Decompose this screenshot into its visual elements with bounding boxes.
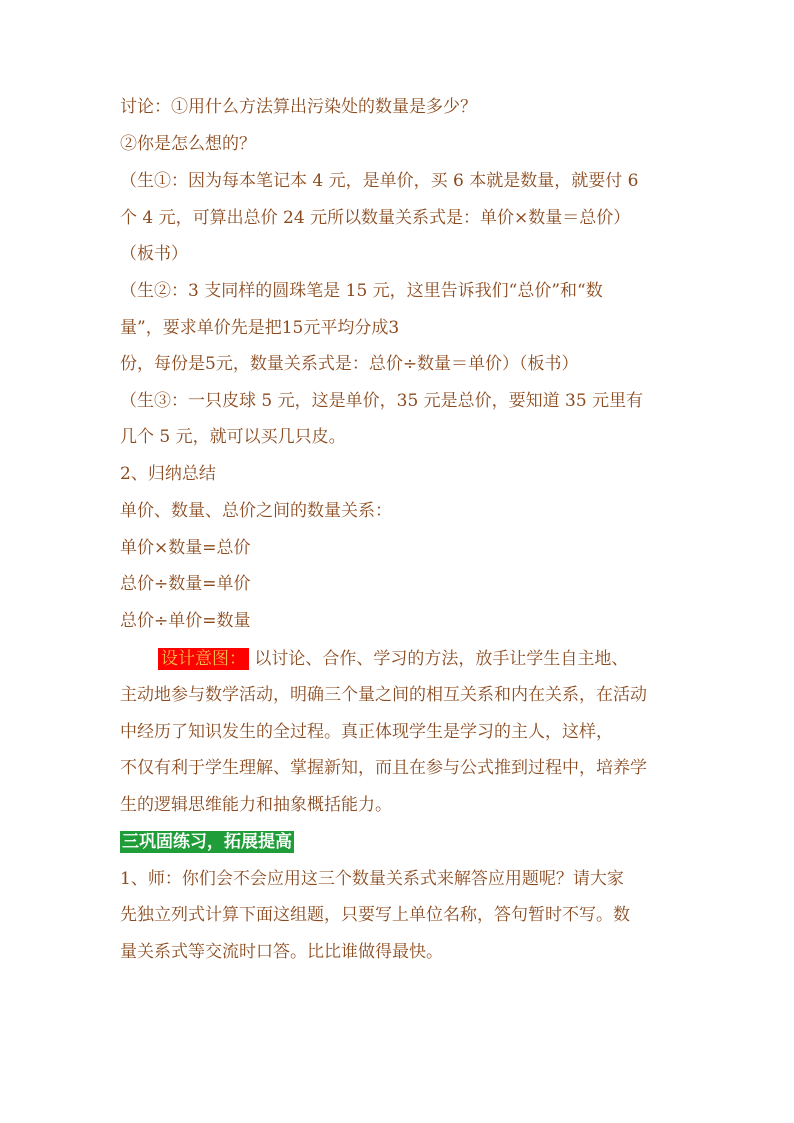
board-note-1: （板书） bbox=[120, 244, 188, 264]
discussion-question-2: ②你是怎么想的？ bbox=[120, 134, 256, 154]
design-intent-line-1 bbox=[158, 647, 628, 671]
section-3-heading-row bbox=[120, 830, 294, 854]
design-intent-line-5: 生的逻辑思维能力和抽象概括能力。 bbox=[120, 795, 392, 815]
discussion-question-1: 讨论：①用什么方法算出污染处的数量是多少？ bbox=[120, 97, 477, 117]
design-intent-text: 以讨论、合作、学习的方法，放手让学生自主地、 bbox=[249, 649, 629, 669]
exercise-line-2: 先独立列式计算下面这组题，只要写上单位名称，答句暂时不写。数 bbox=[120, 905, 630, 925]
student-3-answer-line-1: （生③：一只皮球 5 元，这是单价，35 元是总价，要知道 35 元里有 bbox=[120, 391, 644, 411]
exercise-line-3: 量关系式等交流时口答。比比谁做得最快。 bbox=[120, 942, 443, 962]
design-intent-line-4: 不仅有利于学生理解、掌握新知，而且在参与公式推到过程中，培养学 bbox=[120, 758, 647, 778]
student-2-answer-line-3: 份，每份是5元，数量关系式是：总价÷数量＝单价）（板书） bbox=[120, 354, 579, 374]
student-3-answer-line-2: 几个 5 元，就可以买几只皮。 bbox=[120, 427, 346, 447]
formula-unit-price: 总价÷数量=单价 bbox=[120, 574, 251, 594]
design-intent-line-2: 主动地参与数学活动，明确三个量之间的相互关系和内在关系，在活动 bbox=[120, 685, 647, 705]
student-2-answer-line-2: 量”，要求单价先是把15元平均分成3 bbox=[120, 318, 400, 338]
formula-quantity: 总价÷单价=数量 bbox=[120, 611, 251, 631]
formula-total-price: 单价×数量=总价 bbox=[120, 538, 251, 558]
design-intent-label: 设计意图： bbox=[158, 648, 249, 670]
exercise-line-1: 1、师：你们会不会应用这三个数量关系式来解答应用题呢？请大家 bbox=[120, 869, 624, 889]
student-1-answer-line-2: 个 4 元，可算出总价 24 元所以数量关系式是：单价×数量＝总价） bbox=[120, 208, 631, 228]
section-3-heading: 三巩固练习，拓展提高 bbox=[122, 832, 292, 852]
design-intent-line-3: 中经历了知识发生的全过程。真正体现学生是学习的主人，这样， bbox=[120, 722, 613, 742]
student-1-answer-line-1: （生①：因为每本笔记本 4 元，是单价，买 6 本就是数量，就要付 6 bbox=[120, 171, 639, 191]
relations-intro: 单价、数量、总价之间的数量关系： bbox=[120, 501, 392, 521]
summary-heading: 2、归纳总结 bbox=[120, 464, 216, 484]
student-2-answer-line-1: （生②：3 支同样的圆珠笔是 15 元，这里告诉我们“总价”和“数 bbox=[120, 281, 603, 301]
